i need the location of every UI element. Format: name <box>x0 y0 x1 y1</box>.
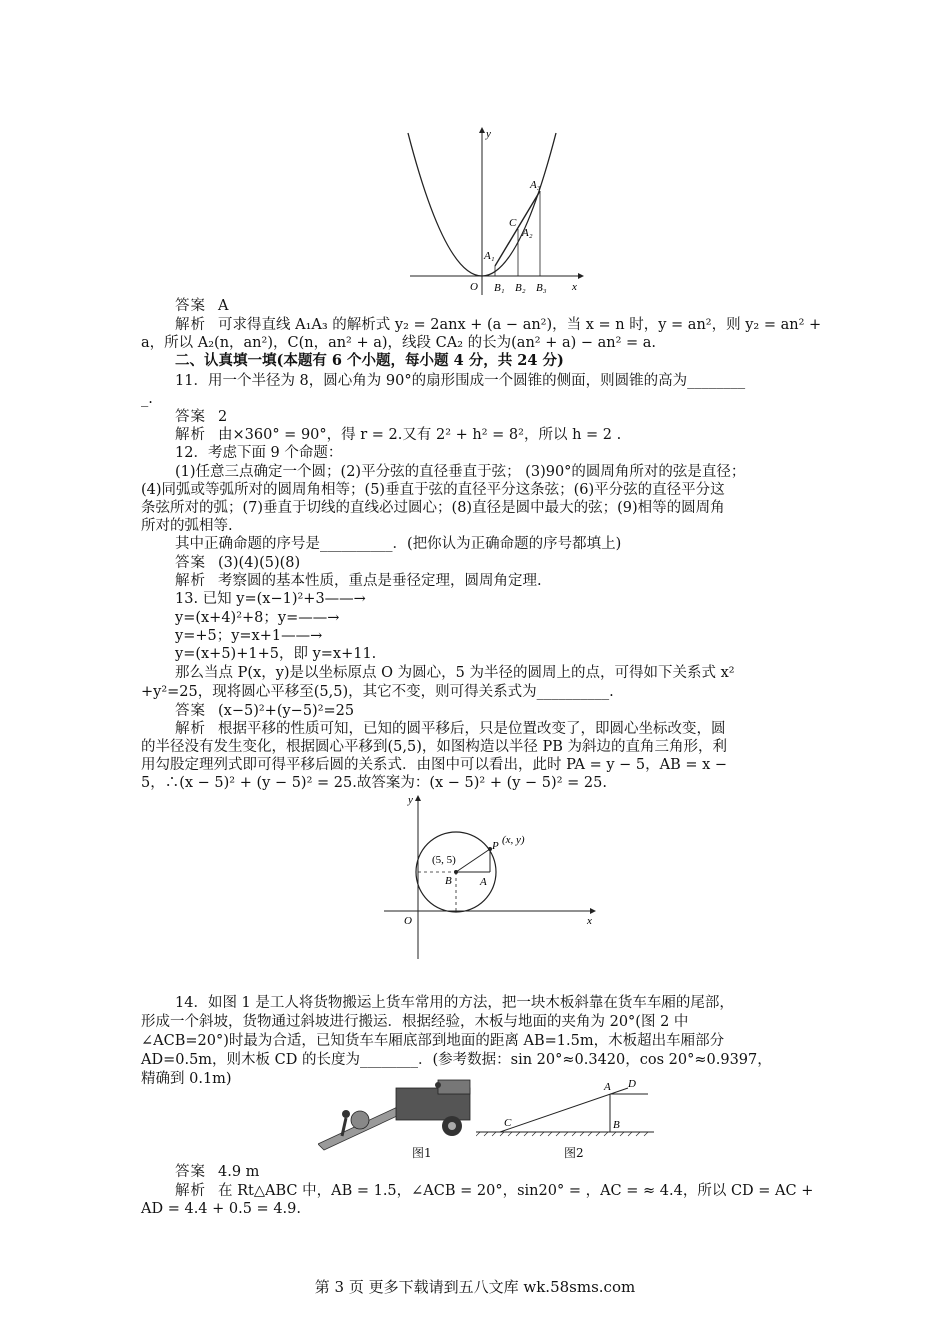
label-b2: B₂ <box>515 282 526 294</box>
cargo-barrel <box>351 1111 369 1129</box>
label-b1: B₁ <box>494 282 505 294</box>
parabola-figure <box>400 125 590 300</box>
label-b3: B₃ <box>536 282 547 294</box>
q11-answer <box>175 408 227 426</box>
label-x: x <box>572 281 577 293</box>
answer-label: 答案 <box>175 298 206 314</box>
q14-stem-cont: 精确到 0.1m) <box>141 1071 232 1087</box>
worker-head <box>342 1110 350 1118</box>
label-pxy: (x, y) <box>502 834 525 846</box>
q10-analysis-cont: a，所以 A₂(n，an²)，C(n，an² + a)，线段 CA₂ 的长为(an² + a) − an² = a. <box>141 335 657 351</box>
q11-stem: 11．用一个半径为 8，圆心角为 90°的扇形围成一个圆锥的侧面，则圆锥的高为________ <box>175 373 746 389</box>
q11-stem-cont: _. <box>141 391 153 407</box>
q14-answer <box>175 1163 259 1181</box>
label-c: C <box>509 217 517 229</box>
q14-stem-cont: AD=0.5m，则木板 CD 的长度为________．(参考数据：sin 20°≈0.3420，cos 20°≈0.9397， <box>141 1052 772 1068</box>
label-c: C <box>504 1117 512 1129</box>
q12-line: (1)任意三点确定一个圆；(2)平分弦的直径垂直于弦； (3)90°的圆周角所对的弦是直径； <box>175 464 746 480</box>
label-a3: A₃ <box>530 179 541 191</box>
answer-label: 答案 <box>175 409 206 425</box>
analysis-label: 解析 <box>175 317 206 333</box>
answer-value: 4.9 m <box>218 1164 260 1180</box>
analysis-text: 根据平移的性质可知，已知的圆平移后，只是位置改变了，即圆心坐标改变，圆 <box>218 721 726 737</box>
q12-line: 所对的弧相等. <box>141 518 233 534</box>
center-point <box>454 870 458 874</box>
q10-analysis <box>175 316 821 334</box>
q13-analysis-cont: 的半径没有发生变化，根据圆心平移到(5,5)，如图构造以半径 PB 为斜边的直角三角形，利 <box>141 739 728 755</box>
analysis-text: 由×360° = 90°，得 r = 2.又有 2² + h² = 8²，所以 h = 2 . <box>218 427 622 443</box>
y-axis-arrow <box>415 795 421 801</box>
label-d: D <box>628 1078 636 1090</box>
q14-stem: 14．如图 1 是工人将货物搬运上货车常用的方法，把一块木板斜靠在货车车厢的尾部， <box>175 995 734 1011</box>
q13-analysis-cont: 5，∴(x − 5)² + (y − 5)² = 25.故答案为：(x − 5)² + (y − 5)² = 25. <box>141 775 607 791</box>
page-footer: 第 3 页 更多下载请到五八文库 wk.58sms.com <box>314 1278 636 1296</box>
label-o: O <box>470 281 478 293</box>
q13-analysis <box>175 720 726 738</box>
y-axis-arrow <box>479 127 485 133</box>
q13-analysis-cont: 用勾股定理列式即可得平移后圆的关系式．由图中可以看出，此时 PA = y − 5，AB = x − <box>141 757 728 773</box>
label-a: A <box>480 876 487 888</box>
radius-pb <box>456 849 490 872</box>
q13-text-cont: +y²=25，现将圆心平移至(5,5)，其它不变，则可得关系式为__________. <box>141 684 614 700</box>
q14-stem-cont: ∠ACB=20°)时最为合适，已知货车车厢底部到地面的距离 AB=1.5m，木板超出车厢部分 <box>141 1033 725 1049</box>
answer-label: 答案 <box>175 1164 206 1180</box>
q13-line: y=(x+4)²+8；y=——→ <box>175 610 340 626</box>
analysis-text: 在 Rt△ABC 中，AB = 1.5，∠ACB = 20°，sin20° = ，AC = ≈ 4.4，所以 CD = AC + <box>218 1183 814 1199</box>
answer-value: (3)(4)(5)(8) <box>218 555 301 571</box>
answer-label: 答案 <box>175 703 206 719</box>
q12-stem: 12．考虑下面 9 个命题： <box>175 445 343 461</box>
analysis-label: 解析 <box>175 721 206 737</box>
q13-line: y=+5；y=x+1——→ <box>175 628 323 644</box>
label-a1: A₁ <box>484 250 495 262</box>
q12-prompt: 其中正确命题的序号是__________．(把你认为正确命题的序号都填上) <box>175 536 622 552</box>
q11-analysis <box>175 426 621 444</box>
label-y: y <box>408 794 413 806</box>
truck-wheel-hub <box>448 1122 456 1130</box>
ground-hatching <box>476 1132 648 1136</box>
q12-line: (4)同弧或等弧所对的圆周角相等；(5)垂直于弦的直径平分这条弦；(6)平分弦的直径平分这 <box>141 482 725 498</box>
label-a2: A₂ <box>522 227 533 239</box>
analysis-label: 解析 <box>175 1183 206 1199</box>
board-cd <box>500 1088 628 1132</box>
label-b: B <box>445 875 452 887</box>
answer-value: (x−5)²+(y−5)²=25 <box>218 703 355 719</box>
q10-answer <box>175 297 228 315</box>
q13-answer <box>175 702 354 720</box>
q14-stem-cont: 形成一个斜坡，货物通过斜坡进行搬运．根据经验，木板与地面的夹角为 20°(图 2 中 <box>141 1014 689 1030</box>
label-a: A <box>604 1081 611 1093</box>
circle-figure <box>382 793 600 963</box>
fig2-caption: 图2 <box>564 1146 584 1160</box>
label-center: (5, 5) <box>432 854 456 866</box>
q13-line: y=(x+5)+1+5，即 y=x+11. <box>175 646 377 662</box>
label-x: x <box>587 915 592 927</box>
label-p: P <box>492 840 499 852</box>
truck-cab <box>438 1080 470 1094</box>
x-axis-arrow <box>590 908 596 914</box>
triangle-figure <box>476 1078 656 1140</box>
label-o: O <box>404 915 412 927</box>
truck-illustration <box>318 1078 478 1163</box>
fig1-caption: 图1 <box>412 1146 432 1160</box>
q12-line: 条弦所对的弧；(7)垂直于切线的直线必过圆心；(8)直径是圆中最大的弦；(9)相等的圆周角 <box>141 500 725 516</box>
analysis-label: 解析 <box>175 427 206 443</box>
q12-answer <box>175 554 300 572</box>
analysis-label: 解析 <box>175 573 206 589</box>
label-y: y <box>486 128 491 140</box>
analysis-text: 考察圆的基本性质，重点是垂径定理，圆周角定理. <box>218 573 542 589</box>
answer-value: A <box>218 298 229 314</box>
q13-text: 那么当点 P(x，y)是以坐标原点 O 为圆心，5 为半径的圆周上的点，可得如下关系式 x² <box>175 665 735 681</box>
q12-analysis <box>175 572 542 590</box>
q13-line: 13. 已知 y=(x−1)²+3——→ <box>175 591 366 607</box>
label-b: B <box>613 1119 620 1131</box>
chord-a1a3 <box>495 191 540 266</box>
worker-head-2 <box>435 1082 441 1088</box>
answer-label: 答案 <box>175 555 206 571</box>
answer-value: 2 <box>218 409 228 425</box>
q14-analysis-cont: AD = 4.4 + 0.5 = 4.9. <box>141 1201 301 1217</box>
analysis-text: 可求得直线 A₁A₃ 的解析式 y₂ = 2anx + (a − an²)，当 x = n 时，y = an²，则 y₂ = an² + <box>218 317 822 333</box>
section-heading: 二、认真填一填(本题有 6 个小题，每小题 4 分，共 24 分) <box>175 352 564 369</box>
q14-analysis <box>175 1182 813 1200</box>
x-axis-arrow <box>578 273 584 279</box>
